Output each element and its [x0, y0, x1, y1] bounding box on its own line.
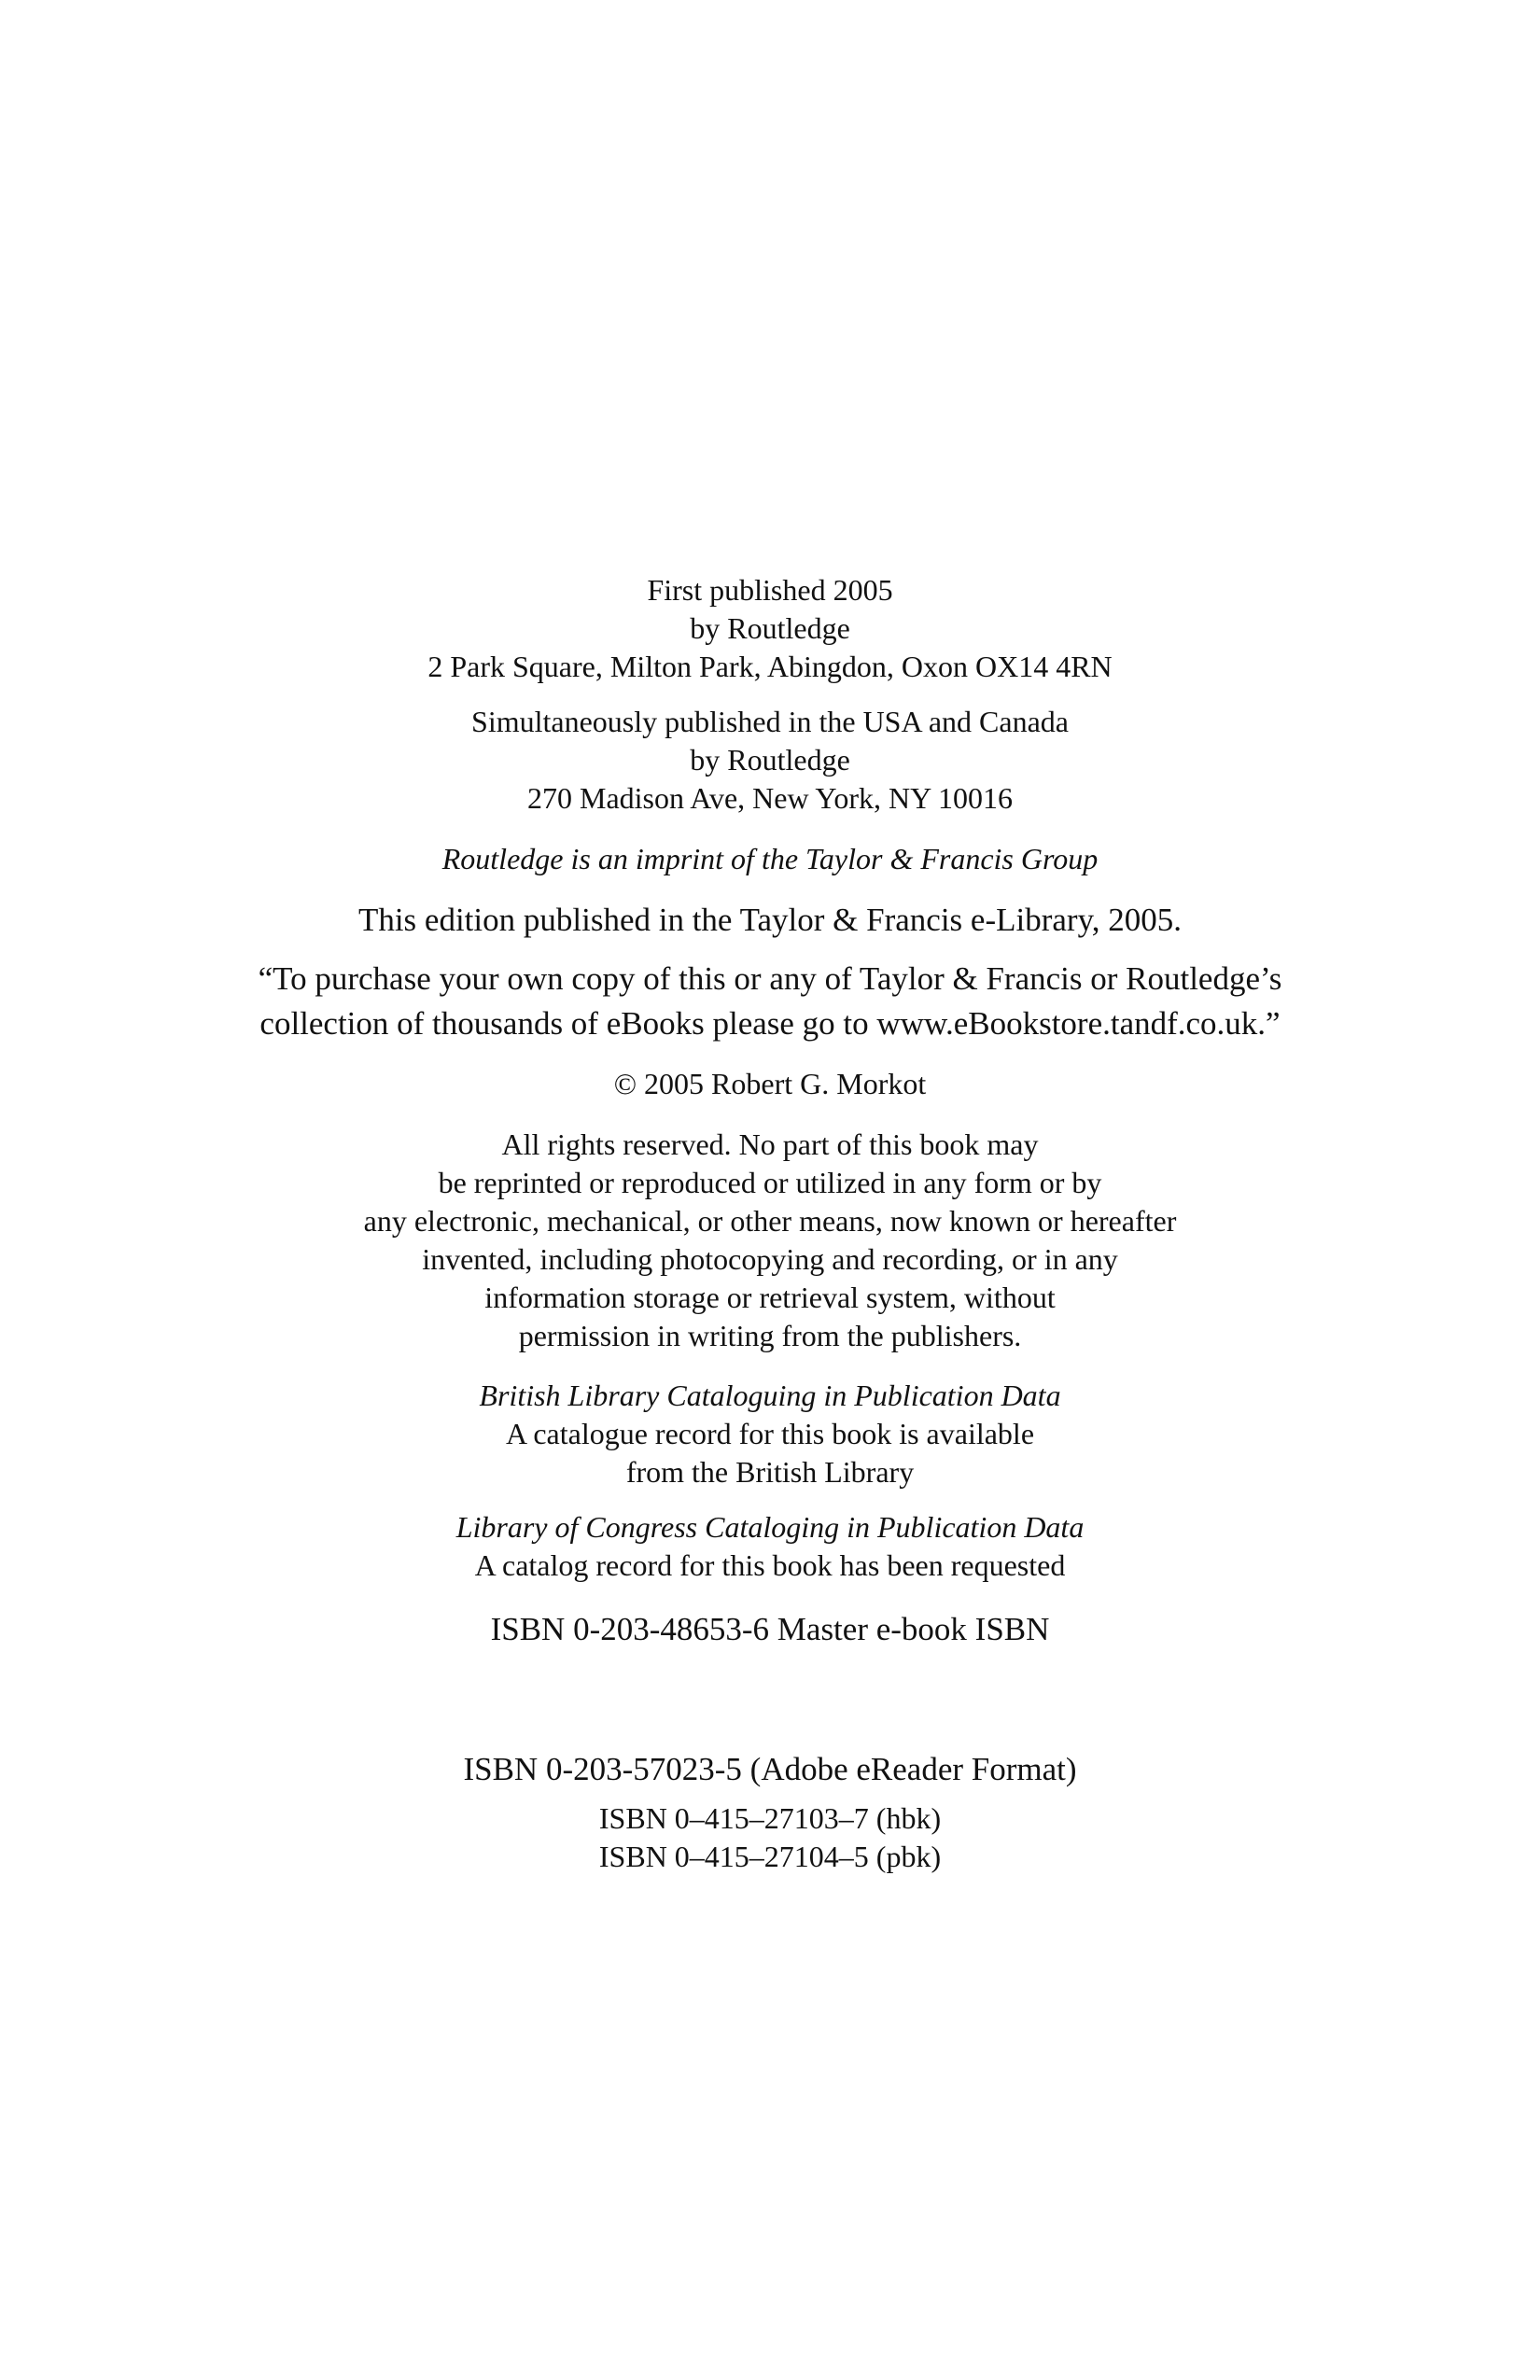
- rights-line: be reprinted or reproduced or utilized in any form or by: [438, 1166, 1102, 1199]
- first-published-block: [0, 571, 1540, 686]
- purchase-line-1: “To purchase your own copy of this or any of Taylor & Francis or Routledge’s: [258, 960, 1282, 997]
- british-library-heading: British Library Cataloguing in Publication Data: [479, 1379, 1061, 1412]
- adobe-isbn: [0, 1747, 1540, 1792]
- british-library-line-1: A catalogue record for this book is available: [505, 1417, 1035, 1450]
- purchase-line-2: collection of thousands of eBooks please go to www.eBookstore.tandf.co.uk.”: [259, 1005, 1281, 1042]
- rights-block: [0, 1126, 1540, 1355]
- first-published-line: First published 2005: [647, 573, 893, 607]
- rights-line: permission in writing from the publishers.: [518, 1319, 1022, 1352]
- british-library-line-2: from the British Library: [625, 1455, 915, 1489]
- copyright-notice: [0, 1065, 1540, 1103]
- rights-line: information storage or retrieval system, without: [484, 1281, 1056, 1314]
- copyright-line: © 2005 Robert G. Morkot: [613, 1067, 927, 1100]
- print-isbn-block: [0, 1799, 1540, 1876]
- ebook-edition-note: [0, 898, 1540, 943]
- us-canada-block: [0, 703, 1540, 818]
- master-isbn-line: ISBN 0-203-48653-6 Master e-book ISBN: [490, 1611, 1050, 1647]
- loc-heading: Library of Congress Cataloging in Publication Data: [455, 1510, 1085, 1544]
- library-of-congress-block: [0, 1508, 1540, 1585]
- publisher-address-line: 2 Park Square, Milton Park, Abingdon, Oxon OX14 4RN: [427, 650, 1113, 683]
- master-isbn: [0, 1607, 1540, 1652]
- us-address-line: 270 Madison Ave, New York, NY 10016: [527, 781, 1013, 815]
- publisher-by-line: by Routledge: [690, 611, 850, 645]
- imprint-note: [0, 840, 1540, 878]
- purchase-note-block: [0, 957, 1540, 1046]
- us-canada-line: Simultaneously published in the USA and Canada: [471, 705, 1069, 738]
- edition-note-line: This edition published in the Taylor & Francis e-Library, 2005.: [357, 902, 1183, 938]
- rights-line: any electronic, mechanical, or other means, now known or hereafter: [363, 1204, 1177, 1238]
- british-library-block: [0, 1377, 1540, 1491]
- adobe-isbn-line: ISBN 0-203-57023-5 (Adobe eReader Format): [463, 1751, 1077, 1787]
- pbk-isbn-line: ISBN 0–415–27104–5 (pbk): [598, 1840, 942, 1873]
- loc-line-1: A catalog record for this book has been requested: [474, 1548, 1066, 1582]
- us-publisher-by-line: by Routledge: [690, 743, 850, 777]
- rights-line: All rights reserved. No part of this book may: [501, 1127, 1039, 1161]
- hbk-isbn-line: ISBN 0–415–27103–7 (hbk): [598, 1801, 942, 1835]
- rights-line: invented, including photocopying and recording, or in any: [422, 1242, 1118, 1276]
- imprint-note-line: Routledge is an imprint of the Taylor & Francis Group: [441, 842, 1099, 875]
